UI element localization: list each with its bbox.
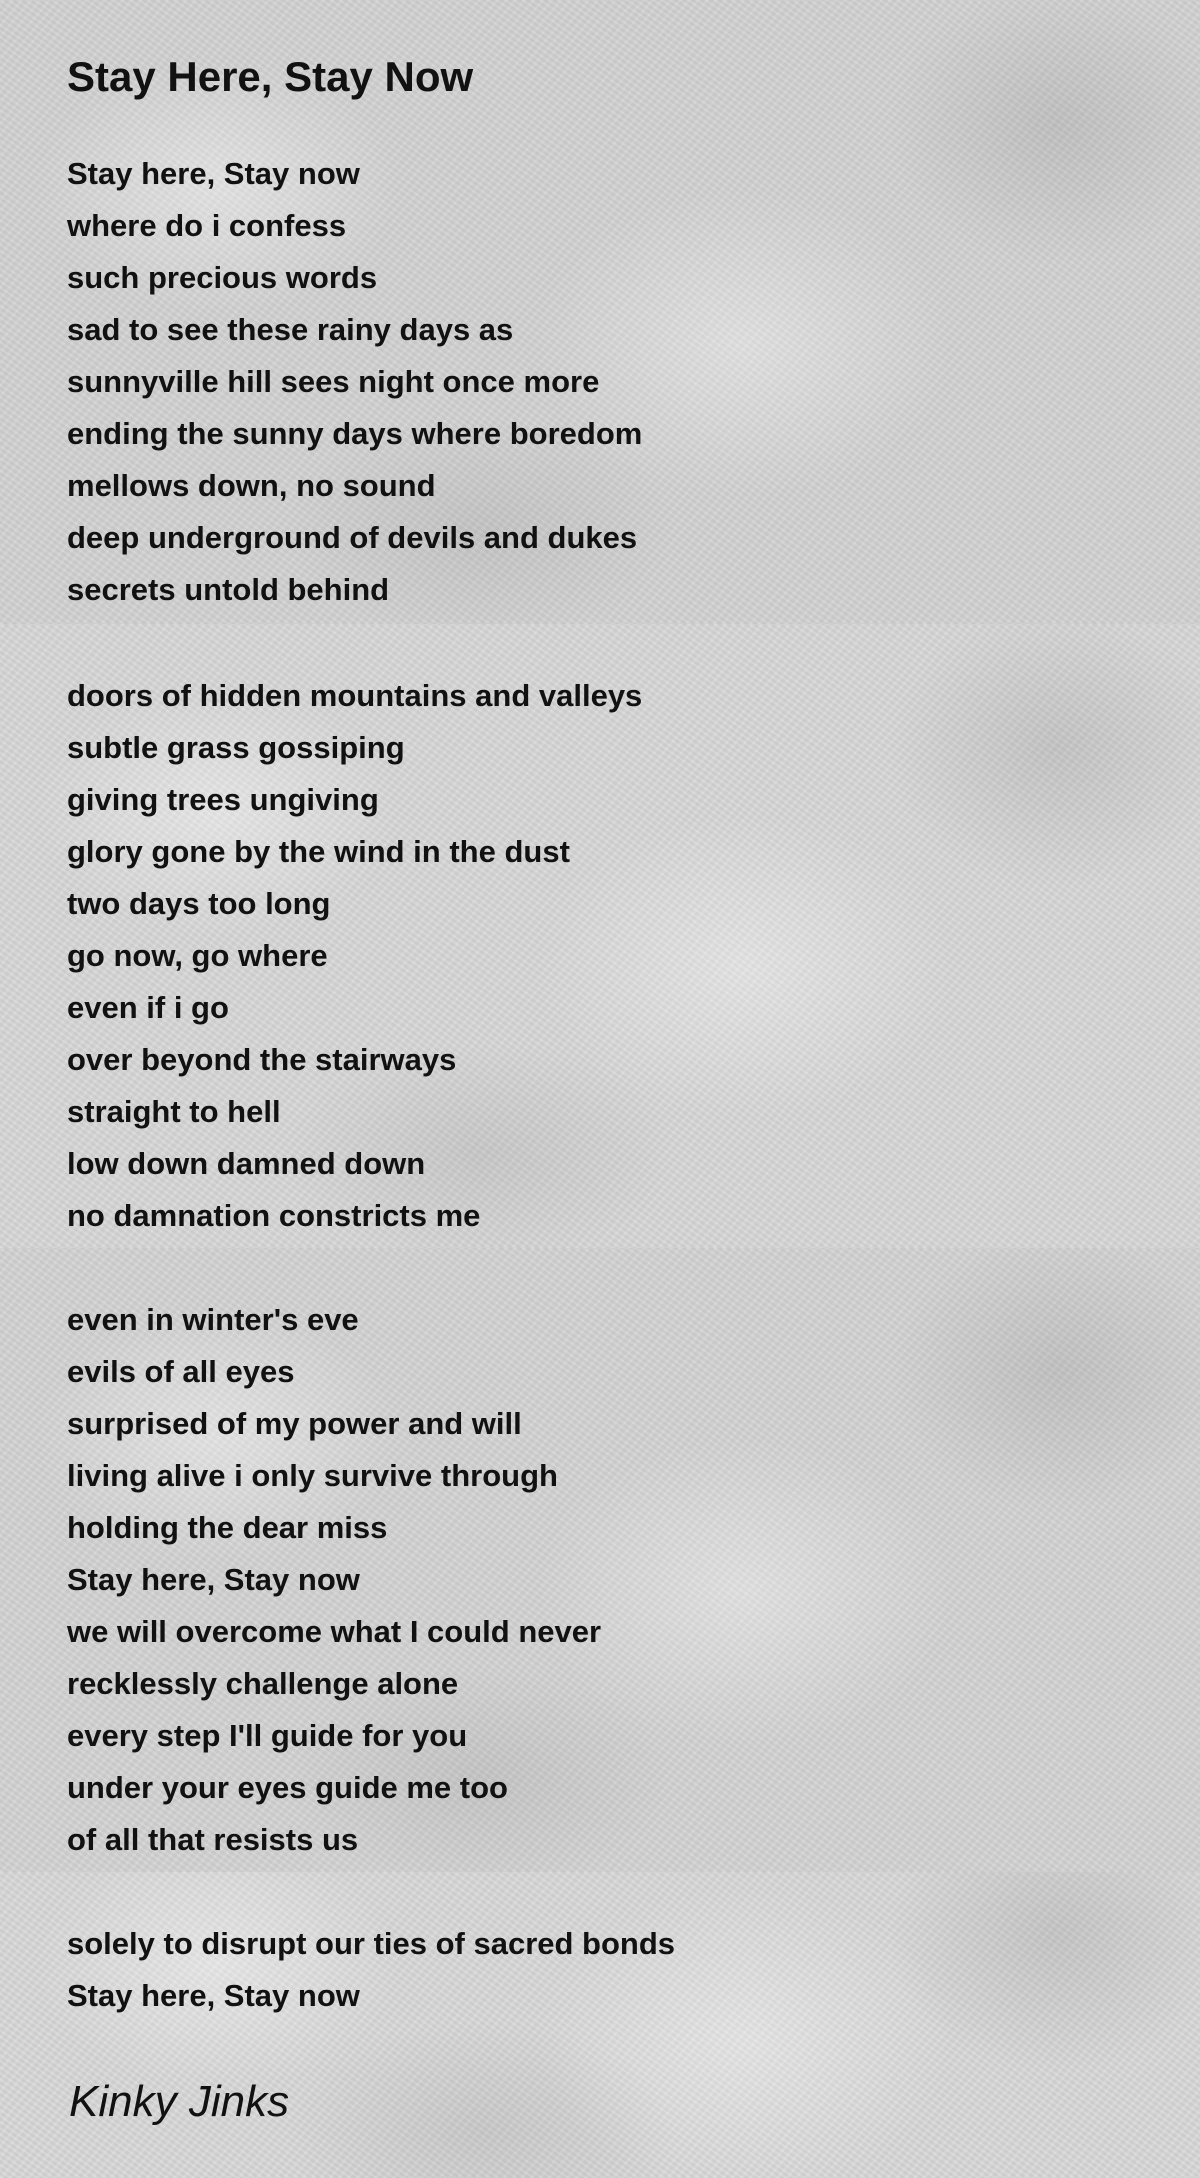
poem-line: under your eyes guide me too xyxy=(67,1770,508,1805)
poem-line: every step I'll guide for you xyxy=(67,1718,468,1753)
poem-line: ending the sunny days where boredom xyxy=(67,416,643,451)
poem-line: of all that resists us xyxy=(67,1822,359,1857)
poem-line: straight to hell xyxy=(67,1094,281,1129)
stanza-3 xyxy=(67,1294,601,1866)
poem-line: go now, go where xyxy=(67,938,328,973)
poem-line: deep underground of devils and dukes xyxy=(67,520,638,555)
poem-line: such precious words xyxy=(67,260,378,295)
poem-line: surprised of my power and will xyxy=(67,1406,522,1441)
stanza-2 xyxy=(67,670,642,1242)
poem-line: even if i go xyxy=(67,990,229,1025)
poem-line: Stay here, Stay now xyxy=(67,1978,360,2013)
poem-line: subtle grass gossiping xyxy=(67,730,405,765)
poem-line: no damnation constricts me xyxy=(67,1198,481,1233)
poem-line: low down damned down xyxy=(67,1146,426,1181)
poem-line: Stay here, Stay now xyxy=(67,156,360,191)
poem-line: we will overcome what I could never xyxy=(67,1614,602,1649)
poem-line: Stay here, Stay now xyxy=(67,1562,360,1597)
poem-line: evils of all eyes xyxy=(67,1354,295,1389)
poem-line: living alive i only survive through xyxy=(67,1458,558,1493)
poem-line: recklessly challenge alone xyxy=(67,1666,459,1701)
stanza-4 xyxy=(67,1918,675,2022)
poem-line: where do i confess xyxy=(67,208,347,243)
poem-line: two days too long xyxy=(67,886,331,921)
poem-line: sunnyville hill sees night once more xyxy=(67,364,600,399)
poem-line: doors of hidden mountains and valleys xyxy=(67,678,643,713)
poem-line: holding the dear miss xyxy=(67,1510,388,1545)
poem-author: Kinky Jinks xyxy=(69,2077,290,2126)
poem-line: over beyond the stairways xyxy=(67,1042,457,1077)
poem-line: solely to disrupt our ties of sacred bonds xyxy=(67,1926,676,1961)
poem-line: sad to see these rainy days as xyxy=(67,312,514,347)
poem-line: giving trees ungiving xyxy=(67,782,379,817)
poem-line: even in winter's eve xyxy=(67,1302,359,1337)
poem-title: Stay Here, Stay Now xyxy=(67,53,474,100)
poem-line: mellows down, no sound xyxy=(67,468,436,503)
poem-line: glory gone by the wind in the dust xyxy=(67,834,570,869)
poem-line: secrets untold behind xyxy=(67,572,390,607)
stanza-1 xyxy=(67,148,642,616)
